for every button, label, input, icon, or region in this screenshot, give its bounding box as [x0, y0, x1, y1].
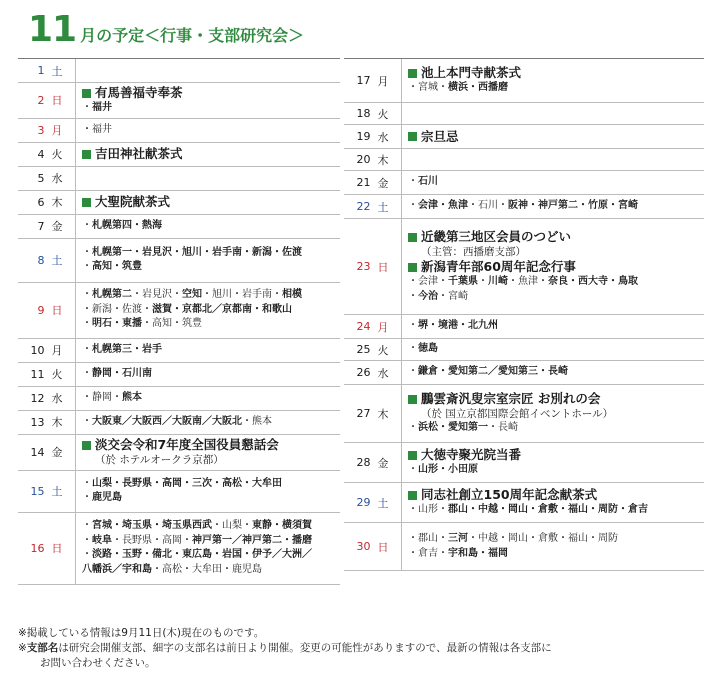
- weekday: 土: [51, 485, 63, 498]
- date-cell: [18, 119, 76, 142]
- day-number: 29: [356, 496, 371, 509]
- date-cell: [344, 385, 402, 442]
- date-cell: [18, 83, 76, 118]
- footnote-line: ※支部名は研究会開催支部、細字の支部名は前日より開催。変更の可能性がありますので、最新の情報は各支部に: [18, 642, 552, 654]
- day-number: 16: [30, 541, 45, 555]
- date-cell: [344, 339, 402, 360]
- schedule-content: [402, 523, 704, 570]
- day-number: 18: [356, 107, 371, 120]
- day-number: 6: [37, 195, 45, 209]
- schedule-row-day-15: [18, 471, 340, 513]
- day-number: 9: [37, 303, 45, 317]
- green-square-icon: [408, 233, 417, 242]
- branch-list: ・新潟・佐渡・滋賀・京都北／京都南・和歌山: [82, 303, 292, 315]
- date-cell: [344, 315, 402, 338]
- weekday: 水: [377, 130, 389, 144]
- event-title: [82, 437, 340, 453]
- event-title-text: 同志社創立150周年記念献茶式: [421, 487, 598, 503]
- schedule-content: [76, 471, 340, 512]
- weekday: 金: [377, 456, 389, 470]
- schedule-row-day-17: [344, 59, 704, 103]
- day-number: 25: [356, 343, 371, 356]
- schedule-row-day-7: [18, 215, 340, 239]
- day-number: 7: [37, 219, 45, 233]
- event-title: [408, 65, 704, 81]
- date-cell: [18, 191, 76, 214]
- branch-list: ・今治・宮崎: [408, 290, 468, 302]
- schedule-content: [402, 219, 704, 314]
- schedule-content: [76, 167, 340, 190]
- weekday: 木: [51, 196, 63, 209]
- event-title-text: 有馬善福寺奉茶: [95, 85, 183, 100]
- branch-list: ・鎌倉・愛知第二／愛知第三・長崎: [408, 366, 568, 378]
- day-number: 22: [356, 200, 371, 213]
- schedule-content: [76, 435, 340, 470]
- day-number: 24: [356, 320, 371, 333]
- event-title: [82, 85, 340, 101]
- event-title: [82, 146, 340, 162]
- branch-list: ・山形・小田原: [408, 464, 478, 476]
- day-number: 14: [30, 445, 45, 459]
- footnote-line: ※掲載している情報は9月11日(木)現在のものです。: [18, 627, 265, 639]
- schedule-row-day-11: [18, 363, 340, 387]
- schedule-row-day-23: [344, 219, 704, 315]
- day-number: 5: [37, 171, 45, 185]
- schedule-content: [76, 119, 340, 142]
- weekday: 木: [377, 407, 389, 421]
- schedule-content: [76, 59, 340, 82]
- event-note: （於 ホテルオークラ京都）: [95, 454, 224, 466]
- schedule-content: [402, 195, 704, 218]
- schedule-content: [402, 149, 704, 170]
- branch-list: ・静岡・石川南: [82, 367, 152, 379]
- day-number: 21: [356, 176, 371, 189]
- event-title-text: 宗旦忌: [421, 128, 459, 144]
- weekday: 金: [51, 220, 63, 233]
- schedule-row-day-25: [344, 339, 704, 361]
- date-cell: [344, 103, 402, 124]
- weekday: 水: [51, 172, 63, 185]
- date-cell: [344, 483, 402, 522]
- event-title-text: 吉田神社献茶式: [95, 146, 183, 161]
- schedule-content: [76, 83, 340, 118]
- schedule-content: [402, 125, 704, 148]
- schedule-column-right: [344, 58, 704, 571]
- branch-list: 八幡浜／宇和島・高松・大牟田・鹿児島: [82, 563, 262, 575]
- schedule-row-day-18: [344, 103, 704, 125]
- weekday: 金: [51, 446, 63, 459]
- day-number: 12: [30, 391, 45, 405]
- event-title-text: 淡交会令和7年度全国役員懇話会: [95, 437, 279, 452]
- schedule-content: [402, 385, 704, 442]
- weekday: 日: [51, 94, 63, 108]
- branch-list: ・福井: [82, 123, 112, 135]
- schedule-content: [402, 339, 704, 360]
- branch-list: ・山梨・長野県・高岡・三次・高松・大牟田: [82, 477, 282, 489]
- weekday: 土: [377, 496, 389, 510]
- date-cell: [344, 149, 402, 170]
- day-number: 27: [356, 407, 371, 420]
- day-number: 8: [37, 253, 45, 267]
- branch-list: ・札幌第四・熱海: [82, 219, 162, 231]
- schedule-row-day-2: [18, 83, 340, 119]
- date-cell: [18, 283, 76, 338]
- event-title-text: 大聖院献茶式: [95, 194, 171, 209]
- footnotes: [18, 626, 708, 671]
- day-number: 20: [356, 153, 371, 166]
- weekday: 月: [51, 344, 63, 357]
- branch-list: ・倉吉・宇和島・福岡: [408, 547, 508, 559]
- schedule-row-day-14: [18, 435, 340, 471]
- event-title-text: 大徳寺聚光院当番: [421, 447, 522, 463]
- branch-list: ・明石・東播・高知・筑豊: [82, 318, 202, 330]
- schedule-content: [402, 315, 704, 338]
- schedule-content: [76, 387, 340, 410]
- green-square-icon: [408, 263, 417, 272]
- weekday: 木: [51, 416, 63, 429]
- green-square-icon: [408, 132, 417, 141]
- schedule-row-day-16: [18, 513, 340, 585]
- schedule-content: [402, 103, 704, 124]
- schedule-row-day-20: [344, 149, 704, 171]
- date-cell: [18, 339, 76, 362]
- schedule-row-day-21: [344, 171, 704, 195]
- date-cell: [344, 361, 402, 384]
- branch-list: ・岐阜・長野県・高岡・神戸第一／神戸第二・播磨: [82, 534, 312, 546]
- branch-list: ・高知・筑豊: [82, 261, 142, 272]
- schedule-content: [76, 283, 340, 338]
- event-title-text: 近畿第三地区会員のつどい: [421, 229, 572, 244]
- event-title: [408, 447, 704, 463]
- schedule-row-day-19: [344, 125, 704, 149]
- event-title-text: 池上本門寺献茶式: [421, 65, 522, 81]
- weekday: 月: [51, 124, 63, 137]
- page-title: 月の予定＜行事・支部研究会＞: [80, 26, 305, 45]
- weekday: 土: [51, 254, 63, 267]
- weekday: 日: [377, 260, 389, 274]
- weekday: 月: [377, 320, 389, 334]
- schedule-content: [76, 339, 340, 362]
- schedule-content: [76, 239, 340, 282]
- schedule-row-day-8: [18, 239, 340, 283]
- weekday: 土: [377, 200, 389, 214]
- branch-list: ・山形・郡山・中越・岡山・倉敷・福山・周防・倉吉: [408, 504, 648, 516]
- date-cell: [18, 239, 76, 282]
- schedule-row-day-30: [344, 523, 704, 571]
- day-number: 28: [356, 456, 371, 469]
- schedule-row-day-22: [344, 195, 704, 219]
- weekday: 火: [377, 107, 389, 121]
- branch-list: ・淡路・玉野・備北・東広島・岩国・伊予／大洲／: [82, 549, 312, 560]
- schedule-content: [76, 143, 340, 166]
- schedule-row-day-1: [18, 59, 340, 83]
- date-cell: [18, 215, 76, 238]
- day-number: 15: [30, 484, 45, 498]
- date-cell: [18, 411, 76, 434]
- weekday: 土: [51, 64, 63, 78]
- weekday: 日: [51, 542, 63, 555]
- schedule-column-left: [18, 58, 340, 585]
- schedule-content: [76, 215, 340, 238]
- day-number: 30: [356, 540, 371, 553]
- weekday: 金: [377, 176, 389, 190]
- date-cell: [18, 143, 76, 166]
- day-number: 3: [37, 123, 45, 137]
- branch-list: ・福井: [82, 102, 112, 113]
- footnote-line: お問い合わせください。: [40, 657, 156, 669]
- schedule-content: [402, 171, 704, 194]
- date-cell: [344, 171, 402, 194]
- green-square-icon: [408, 395, 417, 404]
- day-number: 23: [356, 260, 371, 273]
- green-square-icon: [82, 441, 91, 450]
- branch-list: ・堺・境港・北九州: [408, 320, 498, 332]
- day-number: 17: [356, 74, 371, 87]
- green-square-icon: [408, 69, 417, 78]
- green-square-icon: [408, 451, 417, 460]
- weekday: 木: [377, 153, 389, 167]
- date-cell: [344, 219, 402, 314]
- event-note: （於 国立京都国際会館イベントホール）: [421, 408, 614, 421]
- weekday: 日: [377, 540, 389, 554]
- date-cell: [18, 59, 76, 82]
- schedule-content: [76, 191, 340, 214]
- schedule-content: [402, 483, 704, 522]
- day-number: 11: [30, 367, 45, 381]
- weekday: 水: [51, 392, 63, 405]
- date-cell: [344, 195, 402, 218]
- branch-list: ・静岡・熊本: [82, 391, 142, 403]
- branch-list: ・徳島: [408, 343, 438, 355]
- date-cell: [344, 443, 402, 482]
- date-cell: [18, 471, 76, 512]
- event-title: [408, 129, 704, 145]
- schedule-content: [402, 59, 704, 102]
- day-number: 4: [37, 147, 45, 161]
- schedule-row-day-27: [344, 385, 704, 443]
- branch-list: ・鹿児島: [82, 492, 122, 503]
- weekday: 水: [377, 366, 389, 380]
- green-square-icon: [82, 89, 91, 98]
- schedule-row-day-9: [18, 283, 340, 339]
- weekday: 火: [377, 343, 389, 357]
- branch-list: ・石川: [408, 176, 438, 188]
- weekday: 月: [377, 74, 389, 88]
- schedule-content: [402, 361, 704, 384]
- day-number: 19: [356, 130, 371, 143]
- date-cell: [18, 167, 76, 190]
- schedule-row-day-29: [344, 483, 704, 523]
- branch-list: ・札幌第三・岩手: [82, 343, 162, 355]
- branch-list: ・郡山・三河・中越・岡山・倉敷・福山・周防: [408, 533, 618, 544]
- weekday: 火: [51, 368, 63, 381]
- schedule-row-day-5: [18, 167, 340, 191]
- green-square-icon: [408, 491, 417, 500]
- schedule-row-day-6: [18, 191, 340, 215]
- branch-list: ・札幌第一・岩見沢・旭川・岩手南・新潟・佐渡: [82, 246, 302, 258]
- weekday: 火: [51, 148, 63, 161]
- schedule-row-day-10: [18, 339, 340, 363]
- weekday: 日: [51, 304, 63, 317]
- day-number: 13: [30, 415, 45, 429]
- branch-list: ・札幌第二・岩見沢・空知・旭川・岩手南・相模: [82, 289, 302, 301]
- date-cell: [18, 363, 76, 386]
- event-title: [408, 259, 704, 275]
- month-number: 11: [28, 9, 77, 50]
- schedule-row-day-3: [18, 119, 340, 143]
- schedule-row-day-4: [18, 143, 340, 167]
- day-number: 10: [30, 343, 45, 357]
- event-title: [408, 487, 704, 503]
- event-title-text: 新潟青年部60周年記念行事: [421, 259, 576, 274]
- branch-list: ・会津・千葉県・川崎・魚津・奈良・西大寺・鳥取: [408, 276, 638, 287]
- date-cell: [344, 59, 402, 102]
- schedule-row-day-28: [344, 443, 704, 483]
- schedule-content: [76, 411, 340, 434]
- day-number: 1: [37, 64, 45, 77]
- schedule-row-day-24: [344, 315, 704, 339]
- schedule-row-day-13: [18, 411, 340, 435]
- schedule-content: [76, 513, 340, 584]
- date-cell: [18, 387, 76, 410]
- date-cell: [18, 513, 76, 584]
- branch-list: ・会津・魚津・石川・阪神・神戸第二・竹原・宮崎: [408, 200, 638, 212]
- event-note: （主管：西播磨支部）: [421, 246, 526, 258]
- date-cell: [344, 523, 402, 570]
- date-cell: [18, 435, 76, 470]
- day-number: 26: [356, 366, 371, 379]
- branch-list: ・宮城・埼玉県・埼玉県西武・山梨・東静・横須賀: [82, 520, 312, 531]
- schedule-row-day-12: [18, 387, 340, 411]
- branch-list: ・浜松・愛知第一・長崎: [408, 422, 518, 434]
- event-title: [408, 229, 704, 245]
- date-cell: [344, 125, 402, 148]
- page-header: [28, 10, 304, 52]
- schedule-row-day-26: [344, 361, 704, 385]
- event-title: [408, 391, 704, 407]
- schedule-content: [402, 443, 704, 482]
- schedule-content: [76, 363, 340, 386]
- event-title-text: 鵬雲斎汎叟宗室宗匠 お別れの会: [421, 391, 601, 407]
- branch-list: ・宮城・横浜・西播磨: [408, 82, 508, 94]
- green-square-icon: [82, 150, 91, 159]
- branch-list: ・大阪東／大阪西／大阪南／大阪北・熊本: [82, 415, 272, 427]
- green-square-icon: [82, 198, 91, 207]
- day-number: 2: [37, 93, 45, 107]
- event-title: [82, 194, 340, 210]
